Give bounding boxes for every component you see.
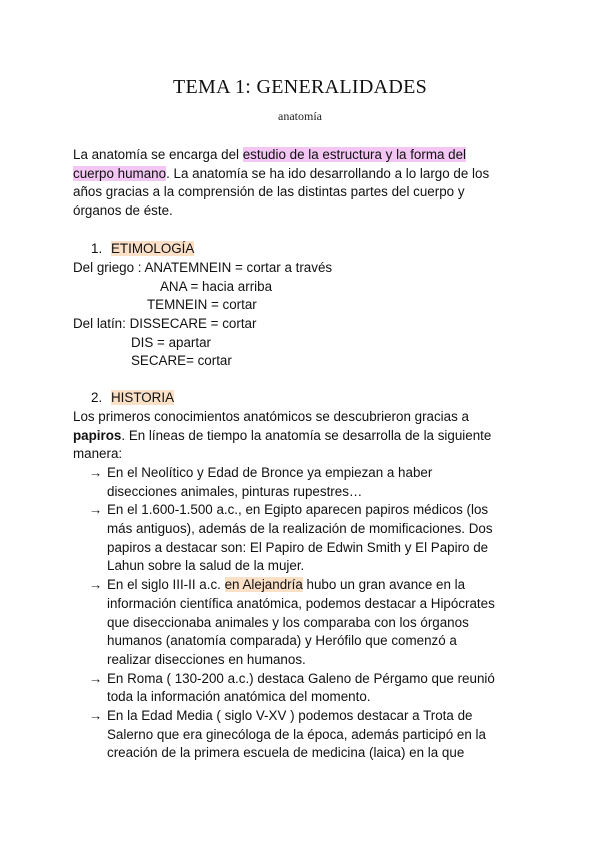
etimologia-line: DIS = apartar — [131, 334, 212, 350]
list-item-line: que diseccionaba animales y los comparaba con los órganos — [107, 614, 469, 630]
list-item-line: realizar disecciones en humanos. — [107, 651, 306, 667]
list-item-line: humanos (anatomía comparada) y Herófilo que comenzó a — [107, 633, 457, 649]
historia-intro — [73, 408, 533, 464]
intro-paragraph — [73, 146, 533, 221]
list-item-text: hubo un gran avance en la — [302, 577, 466, 593]
list-item-line: En el Neolítico y Edad de Bronce ya empiezan a haber — [107, 465, 433, 480]
page-subtitle: anatomía — [278, 109, 322, 123]
list-item-line: En Roma ( 130-200 a.c.) destaca Galeno de Pérgamo que reunió — [107, 670, 495, 686]
list-item — [73, 707, 553, 763]
list-item-line: más antiguos), además de la realización de momificaciones. Dos — [107, 521, 493, 537]
historia-intro-text: . En líneas de tiempo la anatomía se desarrolla de la siguiente — [121, 427, 492, 443]
etimologia-line: Del latín: DISSECARE = cortar — [73, 316, 257, 332]
list-item-line: En el 1.600-1.500 a.c., en Egipto aparecen papiros médicos (los — [107, 502, 489, 518]
historia-intro-line: Los primeros conocimientos anatómicos se descubrieron gracias a — [73, 409, 469, 424]
etimologia-line: Del griego : ANATEMNEIN = cortar a través — [73, 260, 333, 275]
arrow-icon: → — [89, 465, 103, 480]
arrow-icon: → — [89, 577, 103, 593]
section-number: 1. — [91, 241, 103, 256]
list-item-line: papiros a destacar son: El Papiro de Edwin Smith y El Papiro de — [107, 539, 489, 555]
etimologia-line: ANA = hacia arriba — [160, 278, 273, 294]
etimologia-body — [73, 259, 533, 371]
list-item — [73, 670, 553, 707]
historia-intro-line — [73, 427, 533, 446]
section-title: ETIMOLOGÍA — [111, 241, 195, 256]
list-item-line: toda la información anatómica del momento. — [107, 689, 371, 705]
list-item — [73, 576, 553, 669]
intro-line-1 — [73, 146, 533, 165]
arrow-icon: → — [89, 670, 103, 686]
intro-line-2 — [73, 165, 533, 184]
intro-text: . La anatomía se ha ido desarrollando a lo largo de los — [166, 165, 490, 181]
list-item — [73, 464, 553, 501]
list-item — [73, 501, 553, 576]
section-heading-historia — [91, 389, 551, 408]
list-item-line: disecciones animales, pinturas rupestres… — [107, 483, 363, 499]
intro-text: La anatomía se encarga del — [73, 147, 243, 162]
arrow-icon: → — [89, 707, 103, 723]
etimologia-line: TEMNEIN = cortar — [147, 297, 257, 313]
page-title: TEMA 1: GENERALIDADES — [172, 76, 428, 98]
intro-highlight: cuerpo humano — [73, 165, 167, 181]
arrow-icon: → — [89, 502, 103, 518]
list-item-line: En la Edad Media ( siglo V-XV ) podemos destacar a Trota de — [107, 707, 473, 723]
historia-list — [73, 464, 553, 763]
section-title: HISTORIA — [111, 390, 174, 405]
intro-line-4: órganos de éste. — [73, 203, 173, 219]
etimologia-line: SECARE= cortar — [131, 353, 232, 369]
bold-term: papiros — [73, 427, 122, 443]
list-item-text: En el siglo III-II a.c. — [107, 577, 225, 593]
section-heading-etimologia — [91, 240, 551, 259]
highlight-alejandria: en Alejandría — [224, 577, 303, 593]
historia-intro-line: manera: — [73, 446, 123, 462]
list-item-line — [107, 576, 553, 595]
list-item-line: Salerno que era ginecóloga de la época, además participó en la — [107, 726, 486, 742]
list-item-line: creación de la primera escuela de medicina (laica) en la que — [107, 745, 465, 761]
list-item-line: Lahun sobre la salud de la mujer. — [107, 558, 305, 574]
section-number: 2. — [91, 390, 103, 405]
intro-highlight: estudio de la estructura y la forma del — [242, 147, 467, 162]
list-item-line: información científica anatómica, podemos destacar a Hipócrates — [107, 595, 495, 611]
intro-line-3: años gracias a la comprensión de las distintas partes del cuerpo y — [73, 184, 465, 200]
